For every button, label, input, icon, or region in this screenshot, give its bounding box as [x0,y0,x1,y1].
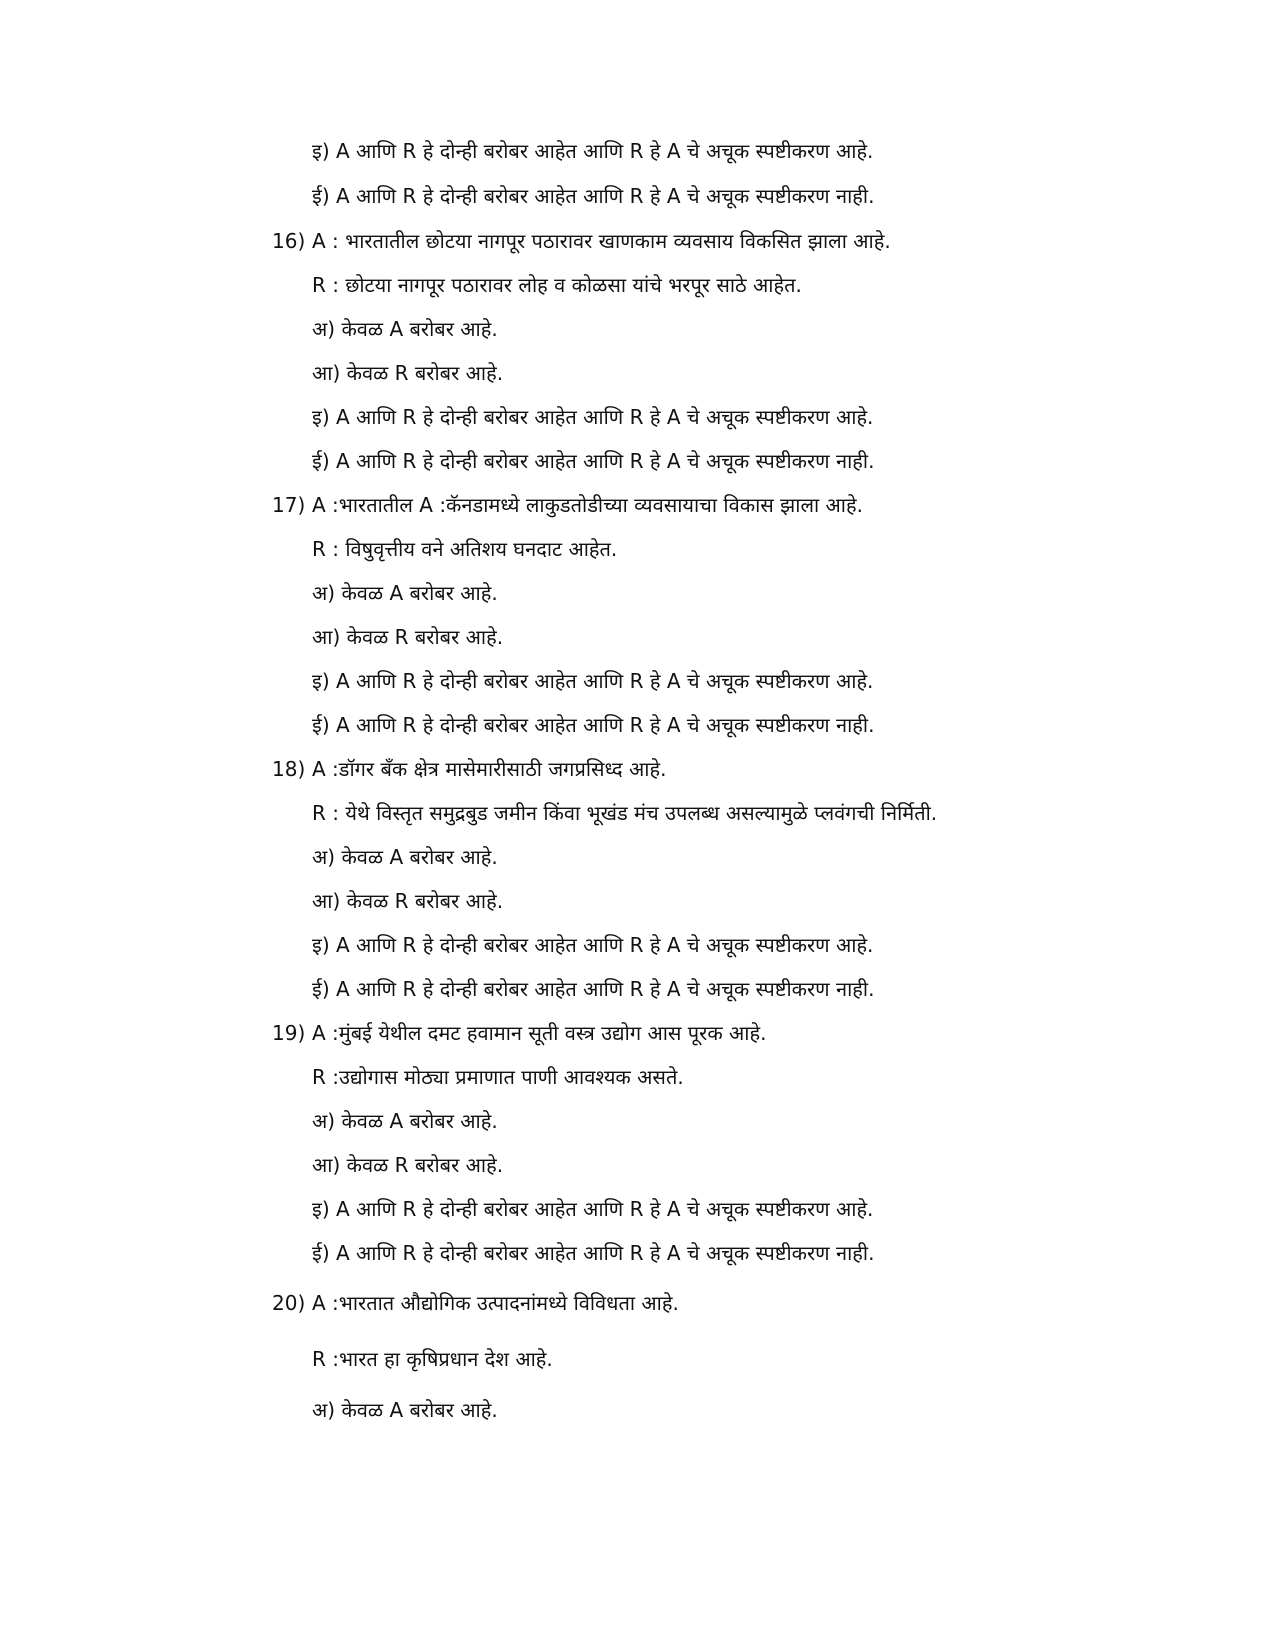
assertion-q18: A :डॉगर बँक क्षेत्र मासेमारीसाठी जगप्रसिध्द आहे. [312,757,667,781]
question-number-17: 17) [272,493,306,517]
question-number-20: 20) [272,1291,306,1315]
option-aa-q19: आ) केवळ R बरोबर आहे. [312,1153,504,1177]
reason-q16: R : छोटया नागपूर पठारावर लोह व कोळसा यांचे भरपूर साठे आहेत. [312,273,802,297]
assertion-q16: A : भारतातील छोटया नागपूर पठारावर खाणकाम व्यवसाय विकसित झाला आहे. [312,229,891,253]
assertion-q19: A :मुंबई येथील दमट हवामान सूती वस्त्र उद्योग आस पूरक आहे. [312,1021,767,1045]
option-a-q18: अ) केवळ A बरोबर आहे. [312,845,498,869]
assertion-q17: A :भारतातील A :कॅनडामध्ये लाकुडतोडीच्या व्यवसायाचा विकास झाला आहे. [312,493,863,517]
option-a-q16: अ) केवळ A बरोबर आहे. [312,317,498,341]
question-number-16: 16) [272,229,306,253]
question-number-19: 19) [272,1021,306,1045]
reason-q19: R :उद्योगास मोठ्या प्रमाणात पाणी आवश्यक असते. [312,1065,684,1089]
option-ii-q17: ई) A आणि R हे दोन्ही बरोबर आहेत आणि R हे A चे अचूक स्पष्टीकरण नाही. [312,713,875,737]
option-i-q16: इ) A आणि R हे दोन्ही बरोबर आहेत आणि R हे A चे अचूक स्पष्टीकरण आहे. [312,405,874,429]
option-aa-q16: आ) केवळ R बरोबर आहे. [312,361,504,385]
option-aa-q17: आ) केवळ R बरोबर आहे. [312,625,504,649]
option-aa-q18: आ) केवळ R बरोबर आहे. [312,889,504,913]
reason-q18: R : येथे विस्तृत समुद्रबुड जमीन किंवा भूखंड मंच उपलब्ध असल्यामुळे प्लवंगची निर्मिती. [312,801,938,825]
option-a-q20: अ) केवळ A बरोबर आहे. [312,1398,498,1422]
assertion-q20: A :भारतात औद्योगिक उत्पादनांमध्ये विविधता आहे. [312,1291,679,1315]
question-number-18: 18) [272,757,306,781]
option-i-q17: इ) A आणि R हे दोन्ही बरोबर आहेत आणि R हे A चे अचूक स्पष्टीकरण आहे. [312,669,874,693]
option-i-q18: इ) A आणि R हे दोन्ही बरोबर आहेत आणि R हे A चे अचूक स्पष्टीकरण आहे. [312,933,874,957]
option-ii-q16: ई) A आणि R हे दोन्ही बरोबर आहेत आणि R हे A चे अचूक स्पष्टीकरण नाही. [312,449,875,473]
option-ii-q15: ई) A आणि R हे दोन्ही बरोबर आहेत आणि R हे A चे अचूक स्पष्टीकरण नाही. [312,184,875,208]
option-i-q15: इ) A आणि R हे दोन्ही बरोबर आहेत आणि R हे A चे अचूक स्पष्टीकरण आहे. [312,139,874,163]
option-a-q17: अ) केवळ A बरोबर आहे. [312,581,498,605]
option-ii-q19: ई) A आणि R हे दोन्ही बरोबर आहेत आणि R हे A चे अचूक स्पष्टीकरण नाही. [312,1241,875,1265]
option-i-q19: इ) A आणि R हे दोन्ही बरोबर आहेत आणि R हे A चे अचूक स्पष्टीकरण आहे. [312,1197,874,1221]
reason-q17: R : विषुवृत्तीय वने अतिशय घनदाट आहेत. [312,537,618,561]
option-a-q19: अ) केवळ A बरोबर आहे. [312,1109,498,1133]
option-ii-q18: ई) A आणि R हे दोन्ही बरोबर आहेत आणि R हे A चे अचूक स्पष्टीकरण नाही. [312,977,875,1001]
reason-q20: R :भारत हा कृषिप्रधान देश आहे. [312,1347,553,1371]
